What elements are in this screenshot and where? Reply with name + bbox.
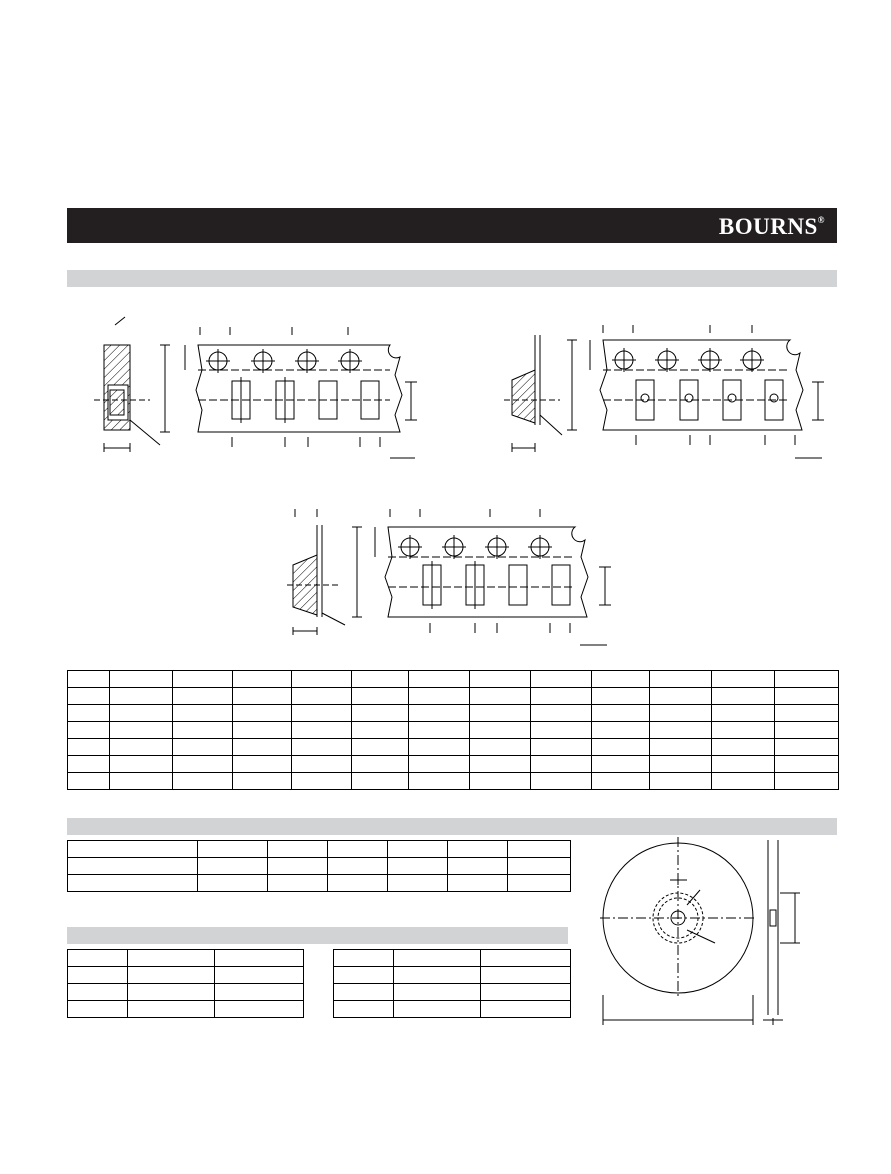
table-cell: [215, 984, 304, 1001]
table-row: [68, 858, 571, 875]
table-row: [68, 967, 304, 984]
table-cell: [110, 756, 173, 773]
table-cell: [233, 671, 292, 688]
table-cell: [481, 967, 571, 984]
table-row: [68, 773, 839, 790]
reel-body: [68, 841, 571, 892]
table-cell: [352, 756, 409, 773]
table-cell: [394, 967, 481, 984]
table-cell: [215, 950, 304, 967]
table-cell: [334, 967, 394, 984]
registered-mark: ®: [817, 215, 825, 225]
table-cell: [470, 773, 531, 790]
tape-diagram-b: [500, 315, 840, 465]
table-cell: [268, 858, 328, 875]
table-cell: [531, 773, 592, 790]
table-cell: [328, 841, 388, 858]
table-cell: [775, 773, 839, 790]
table-cell: [470, 705, 531, 722]
table-cell: [775, 722, 839, 739]
table-cell: [328, 858, 388, 875]
table-cell: [334, 950, 394, 967]
table-row: [68, 950, 304, 967]
pack-table-left: [67, 949, 304, 1018]
table-cell: [128, 984, 215, 1001]
table-row: [334, 984, 571, 1001]
table-cell: [173, 773, 233, 790]
table-cell: [268, 875, 328, 892]
table-cell: [712, 722, 775, 739]
table-cell: [531, 756, 592, 773]
table-cell: [68, 950, 128, 967]
table-cell: [592, 671, 650, 688]
table-cell: [68, 756, 110, 773]
table-cell: [68, 739, 110, 756]
header-banner: [67, 208, 837, 243]
table-cell: [650, 688, 712, 705]
table-cell: [448, 841, 508, 858]
table-cell: [292, 739, 352, 756]
table-cell: [650, 756, 712, 773]
table-cell: [409, 688, 470, 705]
section-bar-packaging: [67, 927, 568, 944]
table-cell: [292, 671, 352, 688]
table-cell: [68, 967, 128, 984]
table-cell: [448, 858, 508, 875]
table-cell: [650, 722, 712, 739]
reel-table: [67, 840, 571, 892]
table-cell: [68, 705, 110, 722]
tape-spec-body: [68, 671, 839, 790]
tape-diagram-c: [285, 505, 625, 655]
table-cell: [448, 875, 508, 892]
table-cell: [128, 950, 215, 967]
table-cell: [712, 688, 775, 705]
table-cell: [68, 671, 110, 688]
table-cell: [68, 875, 198, 892]
table-row: [68, 756, 839, 773]
table-cell: [268, 841, 328, 858]
table-row: [68, 875, 571, 892]
table-cell: [531, 671, 592, 688]
table-cell: [233, 688, 292, 705]
table-cell: [110, 705, 173, 722]
table-cell: [215, 1001, 304, 1018]
table-cell: [409, 722, 470, 739]
section-bar-reel-dimensions: [67, 818, 837, 835]
table-cell: [481, 950, 571, 967]
table-cell: [68, 841, 198, 858]
pack-table-right: [333, 949, 571, 1018]
table-cell: [388, 875, 448, 892]
table-cell: [233, 739, 292, 756]
table-cell: [531, 688, 592, 705]
table-cell: [508, 875, 571, 892]
table-cell: [233, 722, 292, 739]
table-cell: [592, 688, 650, 705]
table-cell: [712, 756, 775, 773]
table-cell: [592, 739, 650, 756]
table-cell: [173, 722, 233, 739]
table-cell: [110, 739, 173, 756]
table-cell: [592, 705, 650, 722]
table-cell: [481, 1001, 571, 1018]
table-cell: [110, 688, 173, 705]
table-cell: [292, 722, 352, 739]
table-row: [68, 688, 839, 705]
table-cell: [409, 705, 470, 722]
table-cell: [233, 756, 292, 773]
table-row: [68, 1001, 304, 1018]
table-cell: [394, 1001, 481, 1018]
table-cell: [292, 688, 352, 705]
table-cell: [409, 739, 470, 756]
table-cell: [712, 739, 775, 756]
table-cell: [110, 671, 173, 688]
brand-text: BOURNS: [718, 214, 818, 239]
table-cell: [233, 773, 292, 790]
table-cell: [352, 705, 409, 722]
table-cell: [409, 773, 470, 790]
section-bar-tape-dimensions: [67, 270, 837, 287]
table-cell: [409, 756, 470, 773]
table-cell: [712, 705, 775, 722]
table-cell: [173, 739, 233, 756]
table-cell: [481, 984, 571, 1001]
table-cell: [110, 722, 173, 739]
table-cell: [508, 858, 571, 875]
table-cell: [68, 773, 110, 790]
table-cell: [592, 722, 650, 739]
table-cell: [215, 967, 304, 984]
table-cell: [68, 688, 110, 705]
table-cell: [775, 739, 839, 756]
pack-right-body: [334, 950, 571, 1018]
table-cell: [394, 984, 481, 1001]
table-cell: [394, 950, 481, 967]
table-cell: [470, 739, 531, 756]
table-cell: [110, 773, 173, 790]
table-cell: [352, 773, 409, 790]
table-cell: [173, 756, 233, 773]
table-cell: [388, 841, 448, 858]
table-cell: [352, 688, 409, 705]
table-cell: [470, 722, 531, 739]
table-cell: [775, 671, 839, 688]
table-cell: [775, 705, 839, 722]
table-cell: [334, 1001, 394, 1018]
table-row: [68, 722, 839, 739]
table-cell: [352, 739, 409, 756]
reel-diagram: [595, 835, 825, 1030]
table-cell: [470, 671, 531, 688]
table-cell: [650, 671, 712, 688]
table-cell: [68, 984, 128, 1001]
pack-left-body: [68, 950, 304, 1018]
table-cell: [68, 722, 110, 739]
table-cell: [334, 984, 394, 1001]
table-cell: [198, 858, 268, 875]
table-cell: [712, 671, 775, 688]
table-cell: [352, 722, 409, 739]
table-cell: [650, 773, 712, 790]
table-cell: [198, 841, 268, 858]
table-cell: [531, 705, 592, 722]
table-cell: [650, 705, 712, 722]
table-row: [68, 671, 839, 688]
table-cell: [775, 756, 839, 773]
table-cell: [531, 722, 592, 739]
table-row: [334, 950, 571, 967]
table-cell: [68, 858, 198, 875]
table-cell: [198, 875, 268, 892]
table-cell: [233, 705, 292, 722]
table-row: [68, 705, 839, 722]
table-cell: [470, 688, 531, 705]
table-cell: [592, 756, 650, 773]
table-cell: [650, 739, 712, 756]
table-cell: [292, 756, 352, 773]
table-row: [334, 967, 571, 984]
table-cell: [173, 705, 233, 722]
table-cell: [68, 1001, 128, 1018]
table-cell: [409, 671, 470, 688]
table-row: [334, 1001, 571, 1018]
table-cell: [173, 671, 233, 688]
table-cell: [470, 756, 531, 773]
table-cell: [128, 967, 215, 984]
table-cell: [328, 875, 388, 892]
table-cell: [128, 1001, 215, 1018]
table-cell: [352, 671, 409, 688]
bourns-logo: [719, 212, 825, 242]
table-row: [68, 984, 304, 1001]
table-row: [68, 841, 571, 858]
table-cell: [775, 688, 839, 705]
table-cell: [712, 773, 775, 790]
table-cell: [592, 773, 650, 790]
table-cell: [173, 688, 233, 705]
table-cell: [292, 773, 352, 790]
table-row: [68, 739, 839, 756]
table-cell: [388, 858, 448, 875]
table-cell: [508, 841, 571, 858]
tape-diagram-a: [90, 315, 430, 465]
tape-spec-table: [67, 670, 839, 790]
table-cell: [292, 705, 352, 722]
table-cell: [531, 739, 592, 756]
